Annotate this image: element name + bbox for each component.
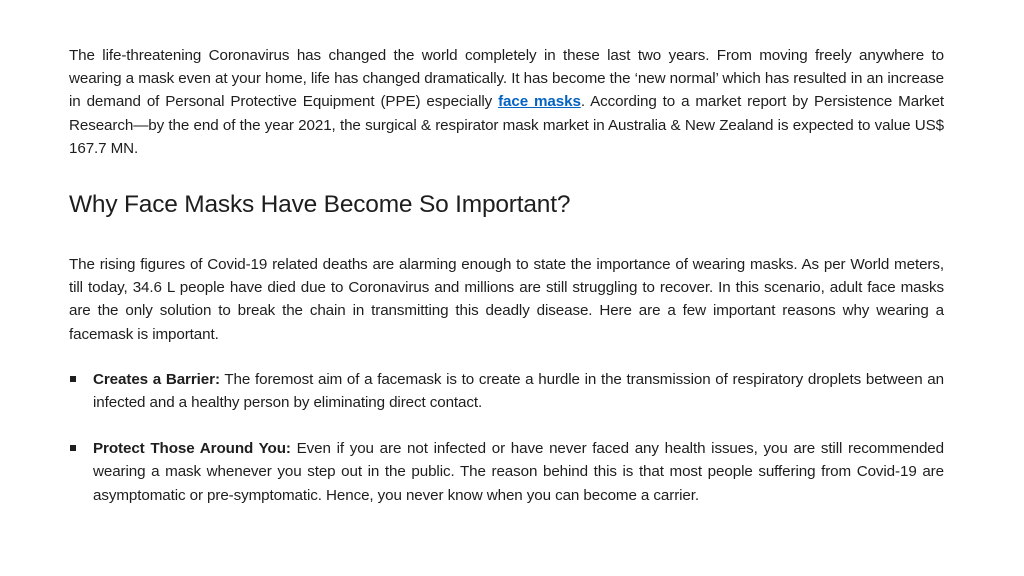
- square-bullet-icon: [70, 376, 76, 382]
- bullet-text: The foremost aim of a facemask is to create a hurdle in the transmission of respiratory droplets between an infected and a healthy person by eliminating direct contact.: [93, 370, 944, 412]
- face-masks-link[interactable]: face masks: [498, 93, 581, 111]
- bullet-title: Creates a Barrier:: [93, 370, 220, 388]
- intro-text-before-link: The life-threatening Coronavirus has changed the world completely in these last two years. From moving freely anywhere to wearing a mask even at your home, life has changed dramatically. It has become the ‘new normal’ which has resulted in an increase in demand of Personal Protective Equipment (PPE) especially: [69, 47, 944, 111]
- section-body-paragraph: The rising figures of Covid-19 related deaths are alarming enough to state the importance of wearing masks. As per World meters, till today, 34.6 L people have died due to Coronavirus and millions are still struggling to recover. In this scenario, adult face masks are the only solution to break the chain in transmitting this deadly disease. Here are a few important reasons why wearing a facemask is important.: [69, 256, 944, 343]
- bullet-text: Even if you are not infected or have never faced any health issues, you are still recommended wearing a mask whenever you step out in the public. The reason behind this is that most people suffering from Covid-19 are asymptomatic or pre-symptomatic. Hence, you never know when you can become a carrier.: [93, 440, 944, 504]
- intro-text-after-link: . According to a market report by Persistence Market Research—by the end of the year 2021, the surgical & respirator mask market in Australia & New Zealand is expected to value US$ 167.7 MN.: [69, 93, 944, 157]
- square-bullet-icon: [70, 445, 76, 451]
- list-item-protect-others: [69, 437, 944, 507]
- spacer: [69, 346, 944, 368]
- document-slide: [69, 44, 944, 507]
- reasons-list: [69, 368, 944, 507]
- section-heading: Why Face Masks Have Become So Important?: [69, 191, 571, 219]
- list-item-creates-barrier: [69, 368, 944, 414]
- intro-paragraph: [69, 44, 944, 160]
- spacer: [69, 414, 944, 437]
- bullet-title: Protect Those Around You:: [93, 440, 291, 458]
